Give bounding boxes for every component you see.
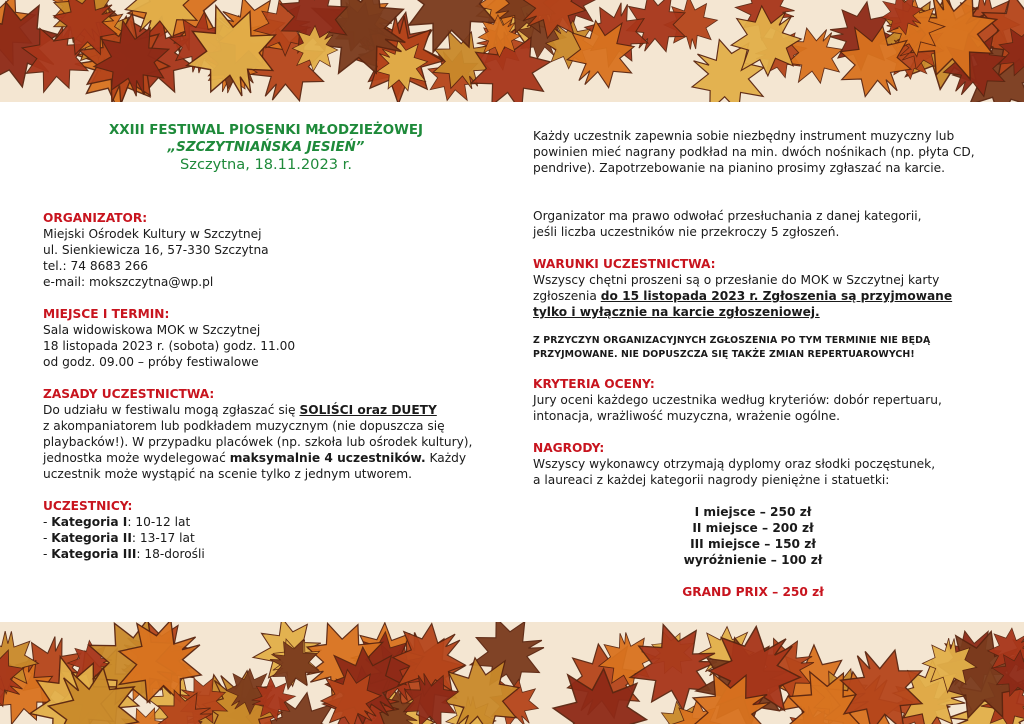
late-notice-line-2: PRZYJMOWANE. NIE DOPUSZCZA SIĘ TAKŻE ZMIAN REPERTUAROWYCH!: [533, 349, 915, 360]
category-item: [43, 530, 483, 546]
rules-line-1: [43, 402, 483, 418]
cancel-line: Organizator ma prawo odwołać przesłuchania z danej kategorii,: [533, 209, 922, 223]
late-notice-line-1: Z PRZYCZYN ORGANIZACYJNYCH ZGŁOSZENIA PO TYM TERMINIE NIE BĘDĄ: [533, 335, 931, 346]
list-dash: -: [43, 515, 52, 529]
category-name: Kategoria I: [51, 515, 128, 529]
list-dash: -: [43, 547, 52, 561]
criteria-line: Jury oceni każdego uczestnika według kryteriów: dobór repertuaru,: [533, 393, 942, 407]
instrument-line: powinien mieć nagrany podkład na min. dwóch nośnikach (np. płyta CD,: [533, 145, 975, 159]
participants-heading: UCZESTNICY:: [43, 499, 133, 513]
festival-place-date: Szczytna, 18.11.2023 r.: [180, 156, 352, 173]
category-age-range: : 10-12 lat: [127, 515, 191, 529]
venue-heading: MIEJSCE I TERMIN:: [43, 307, 170, 321]
autumn-leaves-image: [0, 0, 1024, 102]
rules-line-4: [43, 450, 483, 466]
instrument-section: [533, 128, 973, 176]
festival-name: „SZCZYTNIAŃSKA JESIEŃ”: [167, 140, 365, 155]
rules-text: jednostka może wydelegować: [43, 451, 230, 465]
grand-prix: GRAND PRIX – 250 zł: [682, 585, 824, 599]
criteria-section: [533, 376, 973, 424]
prize-third: III miejsce – 150 zł: [690, 537, 816, 551]
list-dash: -: [43, 531, 52, 545]
venue-rehearsal: od godz. 09.00 – próby festiwalowe: [43, 355, 259, 369]
organizer-section: [43, 210, 483, 290]
prize-second: II miejsce – 200 zł: [692, 521, 814, 535]
venue-hall: Sala widowiskowa MOK w Szczytnej: [43, 323, 261, 337]
category-age-range: : 13-17 lat: [131, 531, 195, 545]
instrument-line: pendrive). Zapotrzebowanie na pianino prosimy zgłaszać na karcie.: [533, 161, 945, 175]
criteria-heading: KRYTERIA OCENY:: [533, 377, 655, 391]
instrument-line: Każdy uczestnik zapewnia sobie niezbędny instrument muzyczny lub: [533, 129, 955, 143]
cancel-section: [533, 208, 973, 240]
bottom-leaf-border: [0, 622, 1024, 724]
rules-max-participants: maksymalnie 4 uczestników.: [229, 451, 426, 465]
festival-header: [43, 122, 489, 174]
awards-heading: NAGRODY:: [533, 441, 605, 455]
left-column: [43, 122, 483, 562]
awards-line: a laureaci z każdej kategorii nagrody pieniężne i statuetki:: [533, 473, 890, 487]
category-age-range: : 18-dorośli: [136, 547, 205, 561]
festival-title: XXIII FESTIWAL PIOSENKI MŁODZIEŻOWEJ: [108, 123, 423, 138]
conditions-section: [533, 256, 973, 362]
participants-section: [43, 498, 483, 562]
conditions-line-3: tylko i wyłącznie na karcie zgłoszeniowej.: [533, 305, 820, 319]
conditions-text: zgłoszenia: [533, 289, 601, 303]
venue-date: 18 listopada 2023 r. (sobota) godz. 11.00: [43, 339, 296, 353]
rules-text: Każdy: [425, 451, 467, 465]
top-leaf-border: [0, 0, 1024, 102]
rules-heading: ZASADY UCZESTNICTWA:: [43, 387, 215, 401]
prize-distinction: wyróżnienie – 100 zł: [683, 553, 823, 567]
prize-first: I miejsce – 250 zł: [694, 505, 812, 519]
venue-section: [43, 306, 483, 370]
conditions-line-2: [533, 288, 973, 304]
rules-text: Do udziału w festiwalu mogą zgłaszać się: [43, 403, 300, 417]
criteria-line: intonacja, wrażliwość muzyczna, wrażenie ogólne.: [533, 409, 841, 423]
awards-section: [533, 440, 973, 600]
rules-line-2: z akompaniatorem lub podkładem muzycznym (nie dopuszcza się: [43, 419, 445, 433]
autumn-leaves-image: [0, 622, 1024, 724]
prize-list: [533, 504, 973, 568]
organizer-phone: tel.: 74 8683 266: [43, 259, 149, 273]
conditions-heading: WARUNKI UCZESTNICTWA:: [533, 257, 716, 271]
category-item: [43, 514, 483, 530]
category-name: Kategoria II: [51, 531, 132, 545]
rules-section: [43, 386, 483, 482]
conditions-line-1: Wszyscy chętni proszeni są o przesłanie do MOK w Szczytnej karty: [533, 273, 940, 287]
rules-line-5: uczestnik może wystąpić na scenie tylko z jednym utworem.: [43, 467, 412, 481]
rules-line-3: playbacków!). W przypadku placówek (np. szkoła lub ośrodek kultury),: [43, 435, 473, 449]
awards-line: Wszyscy wykonawcy otrzymają dyplomy oraz słodki poczęstunek,: [533, 457, 936, 471]
category-item: [43, 546, 483, 562]
organizer-email: e-mail: mokszczytna@wp.pl: [43, 275, 214, 289]
organizer-heading: ORGANIZATOR:: [43, 211, 148, 225]
conditions-deadline: do 15 listopada 2023 r. Zgłoszenia są przyjmowane: [600, 289, 953, 303]
rules-soloists-duets: SOLIŚCI oraz DUETY: [299, 403, 437, 417]
right-column: [533, 128, 973, 600]
category-name: Kategoria III: [51, 547, 137, 561]
organizer-address: ul. Sienkiewicza 16, 57-330 Szczytna: [43, 243, 269, 257]
cancel-line: jeśli liczba uczestników nie przekroczy 5 zgłoszeń.: [533, 225, 840, 239]
organizer-name: Miejski Ośrodek Kultury w Szczytnej: [43, 227, 262, 241]
